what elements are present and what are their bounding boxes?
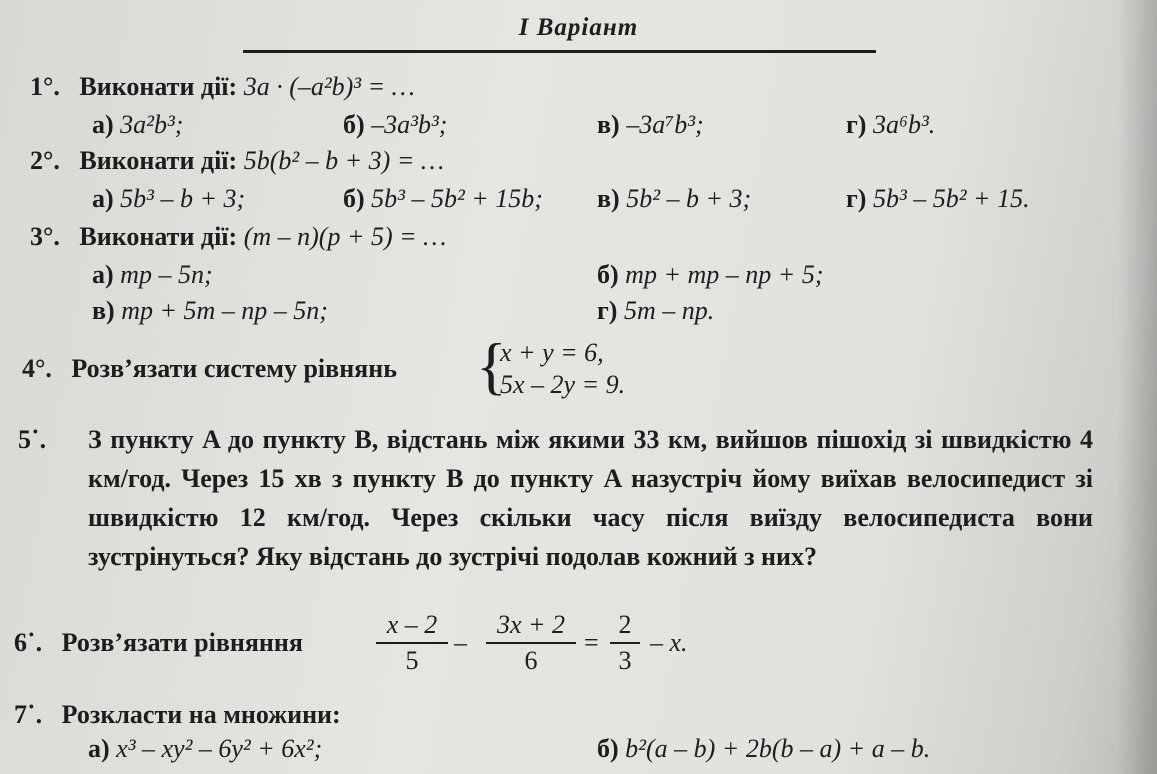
task-1-option-b: б) –3a³b³; [343, 110, 448, 139]
fraction-2-numerator: 3x + 2 [496, 610, 566, 639]
system-equation-1: x + y = 6, [500, 338, 604, 367]
task-2-option-a: а) 5b³ – b + 3; [92, 184, 246, 213]
task-1-question [30, 72, 415, 102]
fraction-3-numerator: 2 [618, 610, 632, 639]
task-1-expression: 3a · (–a²b)³ = … [243, 72, 415, 101]
task-3-option-d: г) 5m – np. [597, 296, 715, 325]
fraction-3-bar [610, 642, 640, 644]
system-brace: { [476, 330, 507, 401]
task-3-option-a: а) mp – 5n; [92, 260, 213, 289]
task-2-option-d: г) 5b³ – 5b² + 15. [846, 184, 1030, 213]
equals-sign: = [584, 628, 599, 657]
task-3-text: Виконати дії: [79, 222, 244, 251]
fraction-3-denominator: 3 [618, 646, 632, 675]
task-2-text: Виконати дії: [79, 146, 244, 175]
task-1-number: 1°. [30, 72, 60, 101]
task-3-expression: (m – n)(p + 5) = … [243, 222, 447, 251]
task-4-number: 4°. [22, 354, 52, 383]
task-2-option-b: б) 5b³ – 5b² + 15b; [343, 184, 543, 213]
page-edge-shadow [1117, 0, 1157, 774]
task-4-text: Розв’язати систему рівнянь [71, 354, 397, 383]
fraction-2-bar [486, 642, 576, 644]
task-1-option-d: г) 3a⁶b³. [846, 110, 936, 139]
task-7-option-a: а) x³ – xy² – 6y² + 6x²; [88, 734, 323, 763]
task-2-expression: 5b(b² – b + 3) = … [243, 146, 445, 175]
fraction-2-denominator: 6 [524, 646, 538, 675]
task-6-text: Розв’язати рівняння [61, 628, 303, 657]
fraction-1-numerator: x – 2 [386, 610, 438, 639]
task-7-text: Розкласти на множини: [61, 700, 341, 729]
fraction-1 [376, 610, 448, 676]
task-4-question [22, 354, 397, 384]
task-3-option-c: в) mp + 5m – np – 5n; [92, 296, 328, 325]
task-7-question [14, 700, 341, 730]
fraction-2 [486, 610, 576, 676]
fraction-1-bar [376, 642, 448, 644]
task-2-number: 2°. [30, 146, 60, 175]
task-5-number: 5˙. [18, 425, 47, 454]
task-5-text: З пункту A до пункту B, відстань між якими 33 км, вийшов пішохід зі швидкістю 4 км/год. Через 15 хв з пункту B до пункту A назустріч йому виїхав велосипедист зі швидкістю 12 км/год. Через скільки часу після виїзду велосипедиста вони зустрінуться? Яку відстань до зустрічі подолав кожний з них? [88, 425, 1093, 571]
system-equation-2: 5x – 2y = 9. [500, 370, 626, 399]
fraction-3 [610, 610, 640, 676]
task-6-number: 6˙. [14, 628, 43, 657]
task-2-question [30, 146, 444, 176]
fraction-1-denominator: 5 [405, 646, 419, 675]
title-underline [243, 50, 876, 53]
task-3-question [30, 222, 446, 252]
equation-tail: – x. [650, 628, 688, 657]
task-6-question [14, 628, 303, 658]
page-title: I Варіант [518, 14, 639, 41]
task-1-option-c: в) –3a⁷b³; [597, 110, 704, 139]
task-3-number: 3°. [30, 222, 60, 251]
minus-sign: – [454, 628, 467, 657]
task-7-number: 7˙. [14, 700, 43, 729]
task-1-text: Виконати дії: [79, 72, 244, 101]
task-1-option-a: а) 3a²b³; [92, 110, 184, 139]
task-7-option-b: б) b²(a – b) + 2b(b – a) + a – b. [597, 734, 931, 763]
task-3-option-b: б) mp + mp – np + 5; [597, 260, 824, 289]
task-2-option-c: в) 5b² – b + 3; [597, 184, 752, 213]
